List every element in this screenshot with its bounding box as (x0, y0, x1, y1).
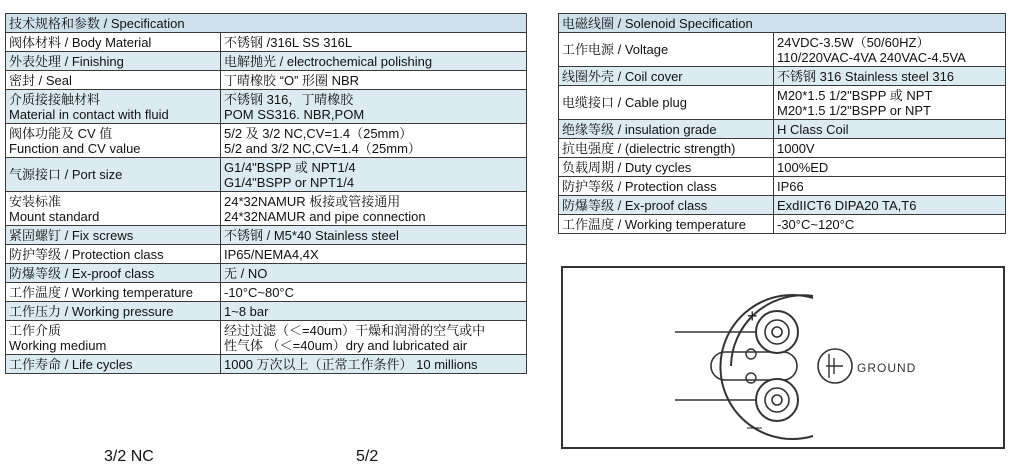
specification-row (6, 355, 527, 374)
row-label: 外表处理 / Finishing (6, 52, 221, 71)
row-value: 1000 万次以上（正常工作条件） 10 millions (221, 355, 527, 374)
row-value: 不锈钢 / M5*40 Stainless steel (221, 226, 527, 245)
row-label: 绝缘等级 / insulation grade (559, 120, 774, 139)
specification-row (6, 90, 527, 124)
solenoid-row (559, 120, 1006, 139)
row-value: 不锈钢 316 Stainless steel 316 (774, 67, 1006, 86)
specification-header: 技术规格和参数 / Specification (6, 14, 527, 33)
row-label: 阀体材料 / Body Material (6, 33, 221, 52)
row-label: 防爆等级 / Ex-proof class (6, 264, 221, 283)
solenoid-header: 电磁线圈 / Solenoid Specification (559, 14, 1006, 33)
specification-row (6, 52, 527, 71)
solenoid-specification-table (558, 13, 1006, 234)
solenoid-row (559, 67, 1006, 86)
row-value: 不锈钢 /316L SS 316L (221, 33, 527, 52)
specification-row (6, 71, 527, 90)
row-value: 经过过滤（＜=40um）干燥和润滑的空气或中 性气体 （＜=40um）dry and lubricated air (221, 321, 527, 355)
negative-terminal (756, 379, 798, 421)
row-value: -10°C~80°C (221, 283, 527, 302)
solenoid-row (559, 215, 1006, 234)
row-value: 100%ED (774, 158, 1006, 177)
row-label: 电缆接口 / Cable plug (559, 86, 774, 120)
row-value: G1/4"BSPP 或 NPT1/4 G1/4"BSPP or NPT1/4 (221, 158, 527, 192)
row-label: 工作电源 / Voltage (559, 33, 774, 67)
row-label: 介质接接触材料 Material in contact with fluid (6, 90, 221, 124)
valve-type-label-3-2-nc: 3/2 NC (104, 448, 154, 465)
row-label: 工作温度 / Working temperature (6, 283, 221, 302)
row-value: M20*1.5 1/2"BSPP 或 NPT M20*1.5 1/2"BSPP or NPT (774, 86, 1006, 120)
row-value: 电解抛光 / electrochemical polishing (221, 52, 527, 71)
row-value: 1000V (774, 139, 1006, 158)
row-label: 阀体功能及 CV 值 Function and CV value (6, 124, 221, 158)
specification-row (6, 245, 527, 264)
specification-row (6, 33, 527, 52)
row-label: 安装标准 Mount standard (6, 192, 221, 226)
row-value: 不锈钢 316，丁晴橡胶 POM SS316. NBR,POM (221, 90, 527, 124)
positive-terminal (756, 311, 798, 353)
specification-row (6, 283, 527, 302)
ground-label: GROUND (857, 361, 917, 375)
row-label: 气源接口 / Port size (6, 158, 221, 192)
row-value: 1~8 bar (221, 302, 527, 321)
row-value: IP66 (774, 177, 1006, 196)
row-value: 24*32NAMUR 板接或管接通用 24*32NAMUR and pipe connection (221, 192, 527, 226)
solenoid-row (559, 177, 1006, 196)
row-label: 防爆等级 / Ex-proof class (559, 196, 774, 215)
row-label: 工作压力 / Working pressure (6, 302, 221, 321)
solenoid-row (559, 139, 1006, 158)
solenoid-row (559, 196, 1006, 215)
row-value: ExdIICT6 DIPA20 TA,T6 (774, 196, 1006, 215)
specification-table (5, 13, 527, 374)
specification-row (6, 264, 527, 283)
specification-row (6, 158, 527, 192)
row-value: 丁晴橡胶 “O” 形圈 NBR (221, 71, 527, 90)
row-label: 工作温度 / Working temperature (559, 215, 774, 234)
solenoid-row (559, 158, 1006, 177)
row-label: 密封 / Seal (6, 71, 221, 90)
solenoid-row (559, 86, 1006, 120)
row-label: 负载周期 / Duty cycles (559, 158, 774, 177)
specification-row (6, 124, 527, 158)
row-value: 24VDC-3.5W（50/60HZ） 110/220VAC-4VA 240VAC-4.5VA (774, 33, 1006, 67)
valve-type-label-5-2: 5/2 (356, 448, 379, 465)
specification-row (6, 302, 527, 321)
row-label: 紧固螺钉 / Fix screws (6, 226, 221, 245)
specification-row (6, 192, 527, 226)
row-label: 抗电强度 / (dielectric strength) (559, 139, 774, 158)
row-value: IP65/NEMA4,4X (221, 245, 527, 264)
row-label: 防护等级 / Protection class (559, 177, 774, 196)
specification-row (6, 226, 527, 245)
row-label: 线圈外壳 / Coil cover (559, 67, 774, 86)
solenoid-row (559, 33, 1006, 67)
row-label: 防护等级 / Protection class (6, 245, 221, 264)
row-value: 5/2 及 3/2 NC,CV=1.4（25mm） 5/2 and 3/2 NC,CV=1.4（25mm） (221, 124, 527, 158)
row-label: 工作寿命 / Life cycles (6, 355, 221, 374)
center-slot (711, 352, 797, 380)
specification-row (6, 321, 527, 355)
wiring-diagram (561, 266, 1005, 449)
row-value: -30°C~120°C (774, 215, 1006, 234)
plus-sign: + (747, 306, 758, 326)
row-value: H Class Coil (774, 120, 1006, 139)
minus-sign: — (747, 419, 762, 436)
wiring-diagram-drawing (563, 268, 1003, 447)
row-label: 工作介质 Working medium (6, 321, 221, 355)
row-value: 无 / NO (221, 264, 527, 283)
